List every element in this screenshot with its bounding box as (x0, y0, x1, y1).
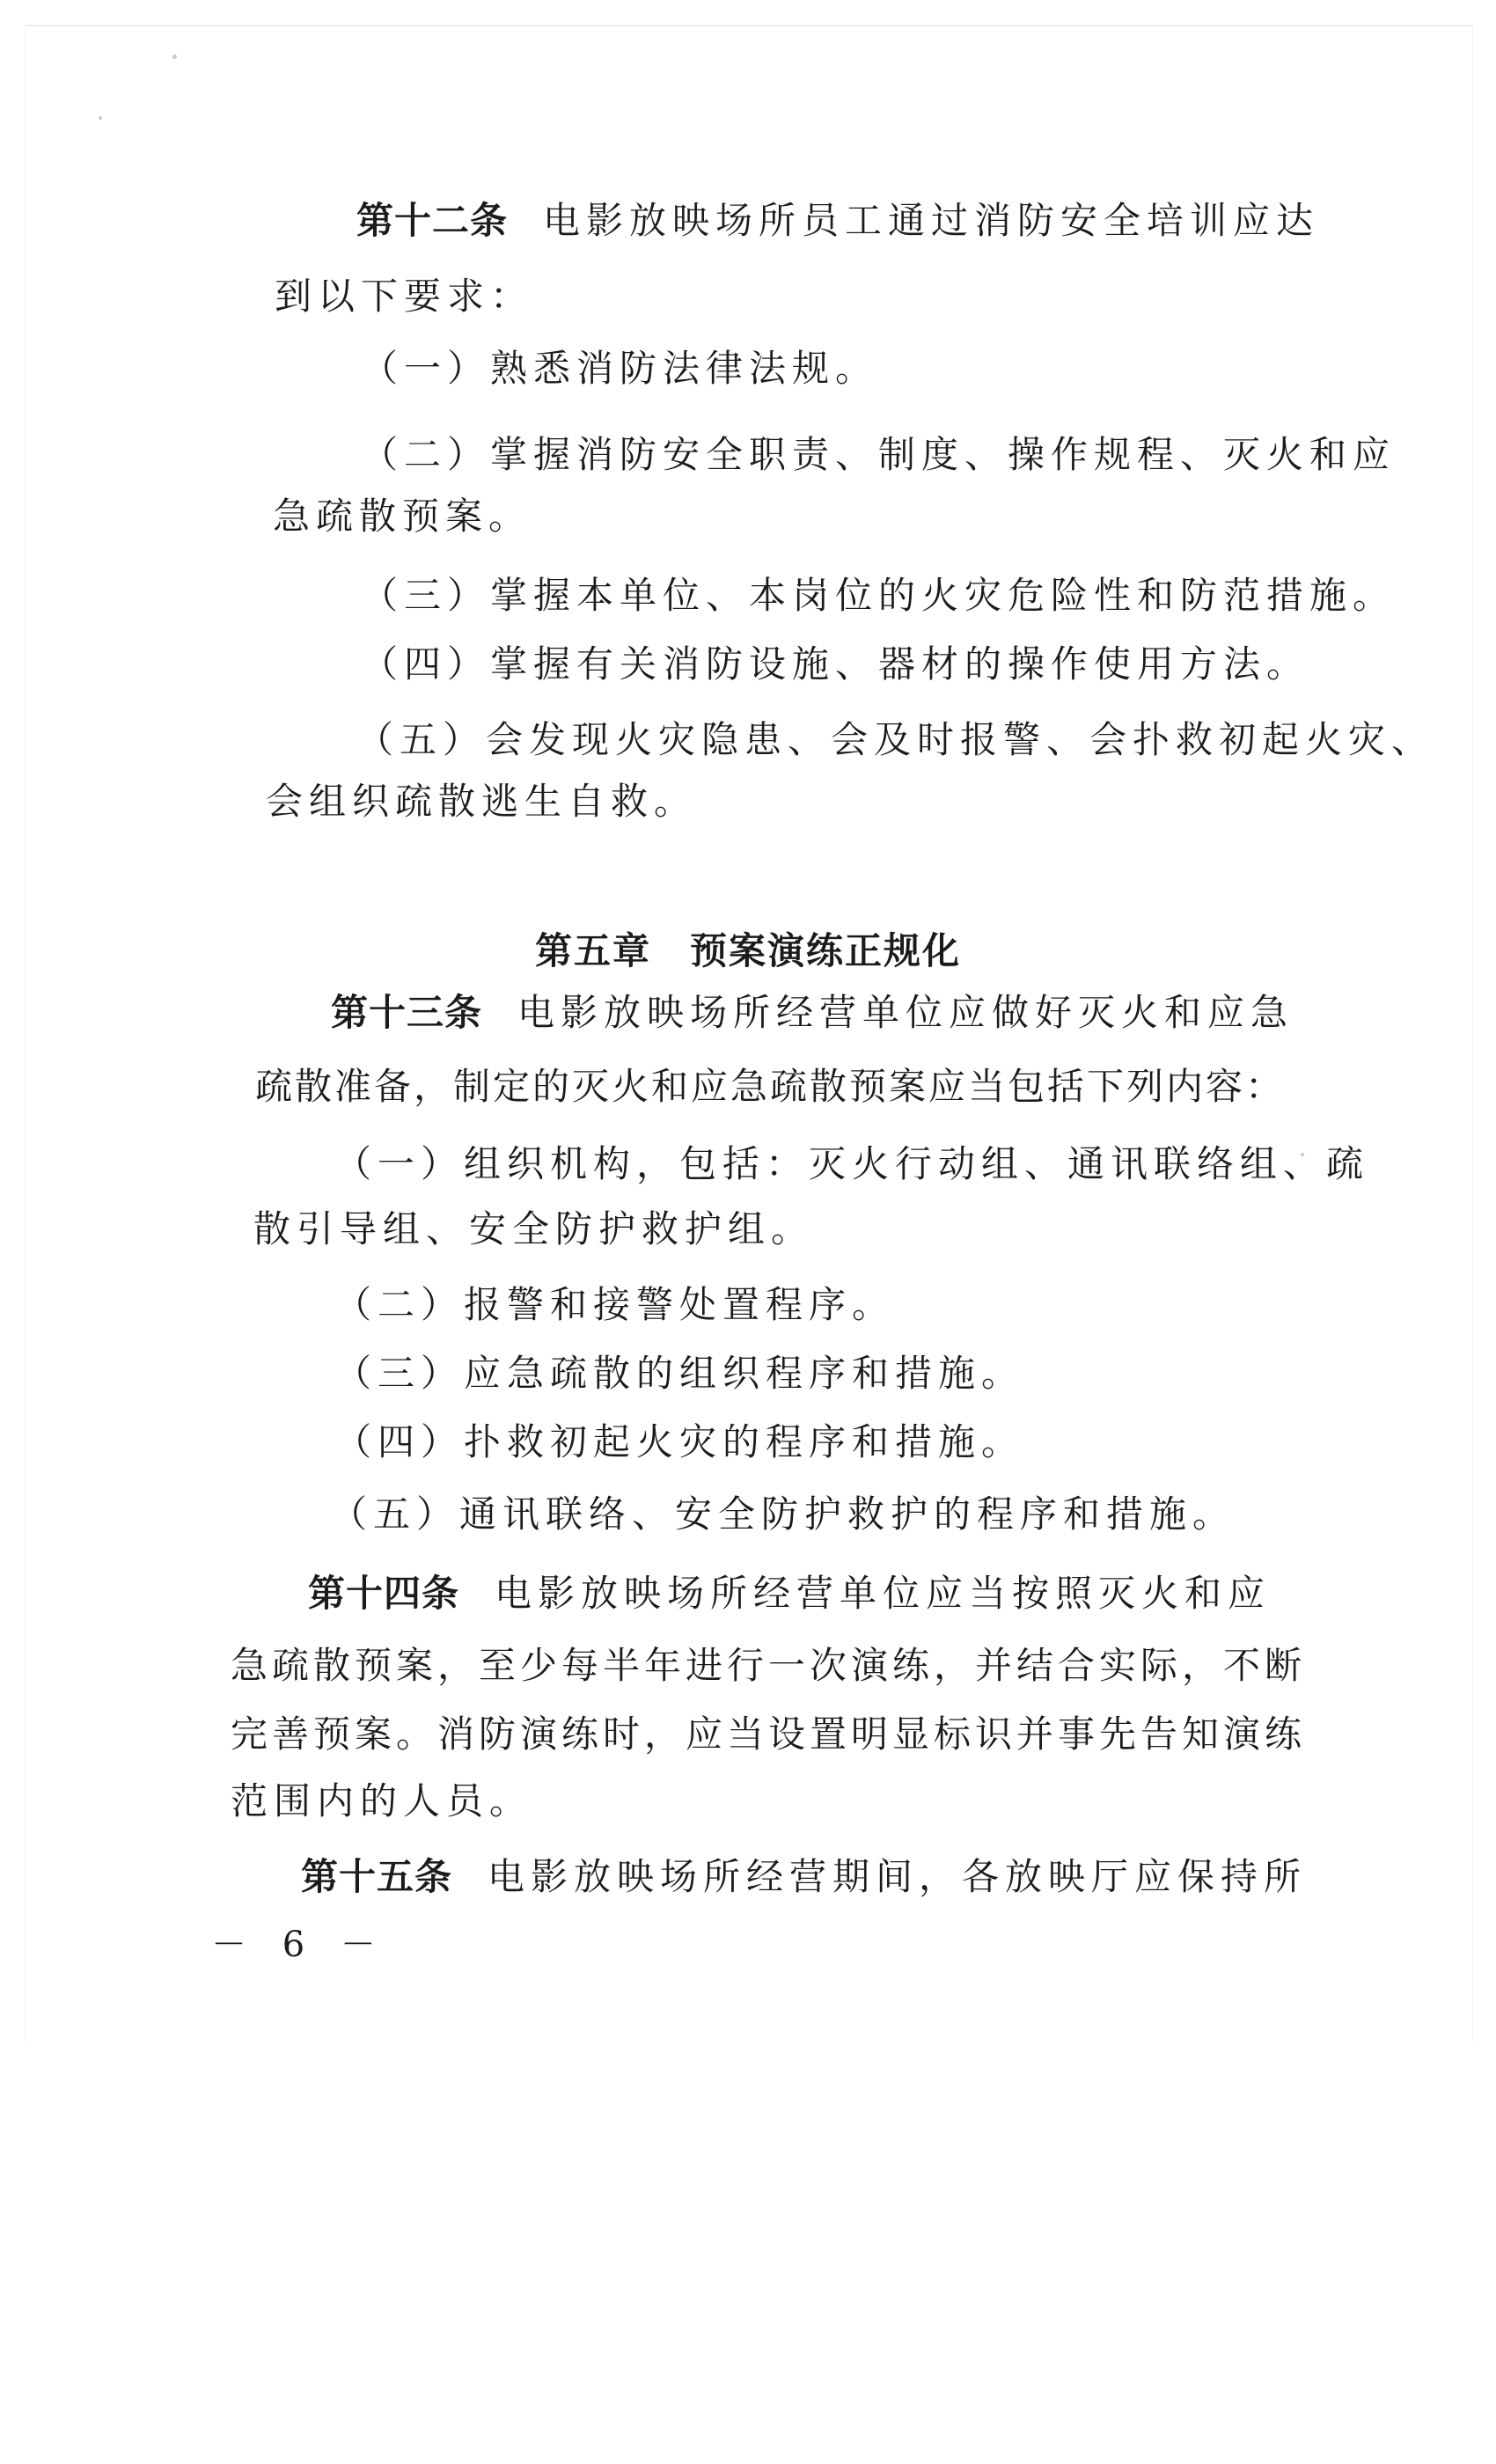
article-12-line-2: 到以下要求： (275, 275, 534, 318)
article-12-heading: 第十二条 (356, 199, 509, 242)
article-15-text: 电影放映场所经营期间，各放映厅应保持所 (488, 1855, 1308, 1898)
article-13-item: 散引导组、安全防护救护组。 (253, 1207, 815, 1250)
chapter-title: 第五章 预案演练正规化 (534, 929, 961, 972)
article-13-item: （四）扑救初起火灾的程序和措施。 (334, 1420, 1025, 1463)
article-12-item: （三）掌握本单位、本岗位的火灾危险性和防范措施。 (361, 574, 1397, 617)
article-15-line-1 (301, 1855, 1308, 1898)
article-13-heading: 第十三条 (331, 991, 483, 1034)
article-14-line-4: 范围内的人员。 (231, 1779, 533, 1822)
article-12-item: 会组织疏散逃生自救。 (266, 780, 698, 823)
article-13-item: （三）应急疏散的组织程序和措施。 (334, 1352, 1025, 1395)
article-12-item: （二）掌握消防安全职责、制度、操作规程、灭火和应 (361, 433, 1397, 476)
article-14-text: 电影放映场所经营单位应当按照灭火和应 (495, 1572, 1272, 1615)
article-12-item: 急疏散预案。 (273, 495, 532, 538)
article-13-item: （一）组织机构，包括：灭火行动组、通讯联络组、疏 (334, 1142, 1370, 1185)
article-14-heading: 第十四条 (308, 1572, 460, 1615)
article-12-item: （五）会发现火灾隐患、会及时报警、会扑救初起火灾、 (356, 718, 1435, 761)
article-13-text: 电影放映场所经营单位应做好灭火和应急 (517, 991, 1294, 1034)
article-12-item: （四）掌握有关消防设施、器材的操作使用方法。 (361, 642, 1310, 686)
article-14-line-3: 完善预案。消防演练时，应当设置明显标识并事先告知演练 (231, 1712, 1307, 1756)
article-14-line-1 (308, 1572, 1272, 1615)
article-12-item: （一）熟悉消防法律法规。 (361, 347, 879, 390)
article-14-line-2: 急疏散预案，至少每半年进行一次演练，并结合实际，不断 (231, 1644, 1307, 1687)
article-12-text: 电影放映场所员工通过消防安全培训应达 (543, 199, 1320, 242)
scan-speck (172, 55, 177, 59)
article-13-item: （二）报警和接警处置程序。 (334, 1283, 896, 1326)
article-13-item: （五）通讯联络、安全防护救护的程序和措施。 (330, 1492, 1236, 1536)
page-number: － 6 － (211, 1925, 388, 1965)
article-13-line-2: 疏散准备，制定的灭火和应急疏散预案应当包括下列内容： (255, 1065, 1286, 1108)
article-13-line-1 (331, 991, 1294, 1034)
article-12-line-1 (356, 199, 1320, 242)
article-15-heading: 第十五条 (301, 1855, 453, 1898)
scan-speck (99, 116, 102, 120)
